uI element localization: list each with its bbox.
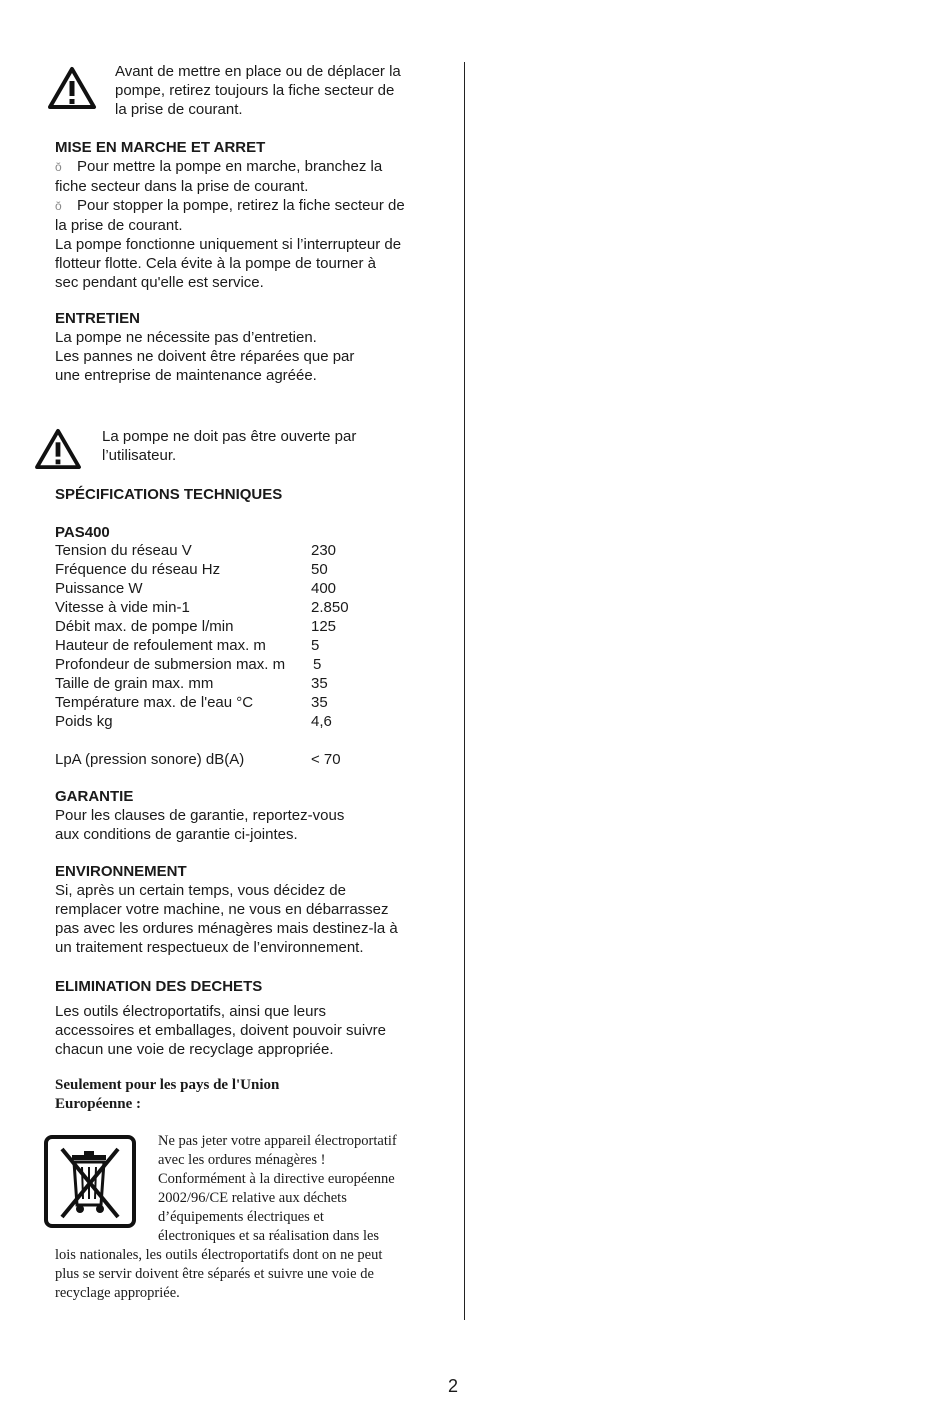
elimination-text: Les outils électroportatifs, ainsi que leurs accessoires et emballages, doivent pouvoir suivre chacun une voie de recyclage appropriée. bbox=[55, 1003, 387, 1058]
environnement-text: Si, après un certain temps, vous décidez de remplacer votre machine, ne vous en débarrassez pas avec les ordures ménagères mais destinez-la à un traitement respectueux de l’environnement. bbox=[55, 882, 398, 956]
page-number: 2 bbox=[448, 1376, 459, 1396]
column-divider bbox=[464, 62, 465, 1320]
section-title-entretien: ENTRETIEN bbox=[55, 310, 141, 327]
bullet-icon: ŏ bbox=[55, 199, 62, 213]
entretien-text: La pompe ne nécessite pas d’entretien. Les pannes ne doivent être réparées que par une entreprise de maintenance agréée. bbox=[55, 329, 355, 384]
eu-side-text: Ne pas jeter votre appareil électroportatif avec les ordures ménagères ! Conformément à la directive européenne 2002/96/CE relative aux déchets d’équipements électriques et électroniques et sa réalisation dans les bbox=[158, 1133, 397, 1244]
section-title-elimination: ELIMINATION DES DECHETS bbox=[55, 978, 263, 995]
crossed-out-wheelie-bin-icon bbox=[44, 1135, 136, 1228]
mise-en-marche-text: ŏ Pour mettre la pompe en marche, branchez la fiche secteur dans la prise de courant. ŏ Pour stopper la pompe, retirez la fiche secteur de la prise de courant. La pompe fonctionne uniquement si l’interrupteur de flotteur flotte. Cela évite à la pompe de tourner à sec pendant qu'elle est service. bbox=[55, 158, 405, 291]
garantie-text: Pour les clauses de garantie, reportez-vous aux conditions de garantie ci-jointes. bbox=[55, 807, 345, 843]
warning-triangle-icon bbox=[47, 66, 97, 110]
section-title-environnement: ENVIRONNEMENT bbox=[55, 863, 187, 880]
bullet-icon: ŏ bbox=[55, 160, 62, 174]
eu-title: Seulement pour les pays de l'Union Européenne : bbox=[55, 1077, 280, 1112]
section-title-garantie: GARANTIE bbox=[55, 788, 134, 805]
eu-full-text: lois nationales, les outils électroportatifs dont on ne peut plus se servir doivent être séparés et suivre une voie de recyclage appropriée. bbox=[55, 1247, 383, 1301]
warning-text-1: Avant de mettre en place ou de déplacer la pompe, retirez toujours la fiche secteur de la prise de courant. bbox=[115, 63, 401, 118]
section-title-specifications: SPÉCIFICATIONS TECHNIQUES bbox=[55, 486, 283, 503]
warning-triangle-icon bbox=[34, 428, 82, 470]
section-title-mise-en-marche: MISE EN MARCHE ET ARRET bbox=[55, 139, 266, 156]
model-name: PAS400 bbox=[55, 524, 110, 541]
warning-text-2: La pompe ne doit pas être ouverte par l’utilisateur. bbox=[102, 428, 357, 464]
